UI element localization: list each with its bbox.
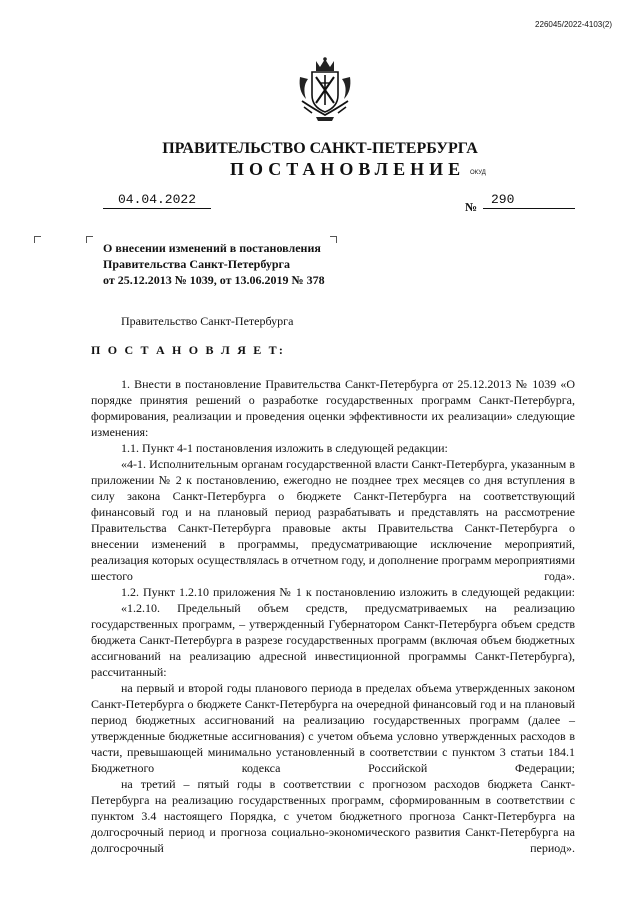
body-paragraph: 1. Внести в постановление Правительства Санкт-Петербурга от 25.12.2013 № 1039 «О порядке принятия решений о разработке государственных программ Санкт-Петербурга, формирования, реализации и проведения оценки эффективности их реализации» следующие изменения: — [91, 377, 575, 439]
subject-line: Правительства Санкт-Петербурга — [103, 257, 291, 271]
issuing-authority: Правительство Санкт-Петербурга — [121, 314, 294, 328]
okud-label: ОКУД — [470, 170, 486, 176]
document-date: 04.04.2022 — [103, 192, 211, 209]
saint-petersburg-coat-of-arms-icon — [296, 57, 354, 123]
body-paragraph: на первый и второй годы планового периода в пределах объема утвержденных законом Санкт-Петербурга о бюджете Санкт-Петербурга на очередной финансовый год и на плановый период бюджетных ассигнований на реализацию государственных программ (далее – утвержденные бюджетные ассигнования) с учетом объема условно утвержденных расходов в части, превышающей минимально установленный в соответствии с пунктом 3 статьи 184.1 Бюджетного кодекса Российской Федерации; — [91, 681, 575, 775]
corner-mark — [34, 236, 41, 243]
document-subject — [103, 240, 343, 288]
document-number: 290 — [483, 192, 575, 209]
body-paragraph: на третий – пятый годы в соответствии с прогнозом расходов бюджета Санкт-Петербурга на реализацию государственных программ, сформированным в соответствии с пунктом 3.4 настоящего Порядка, с учетом бюджетного прогноза Санкт-Петербурга на долгосрочный период и прогноза социально-экономического развития Санкт-Петербурга на долгосрочный период». — [91, 777, 575, 855]
document-id: 226045/2022-4103(2) — [535, 20, 612, 29]
document-body — [91, 376, 575, 856]
corner-mark — [86, 236, 93, 243]
body-paragraph: 1.1. Пункт 4-1 постановления изложить в следующей редакции: — [121, 441, 448, 455]
government-title: ПРАВИТЕЛЬСТВО САНКТ-ПЕТЕРБУРГА — [162, 140, 478, 157]
subject-line: О внесении изменений в постановления — [103, 241, 321, 255]
decree-heading: П О С Т А Н О В Л Я Е Т: — [91, 343, 286, 357]
number-label: № — [465, 200, 478, 214]
body-paragraph: 1.2. Пункт 1.2.10 приложения № 1 к постановлению изложить в следующей редакции: — [121, 585, 575, 599]
subject-line: от 25.12.2013 № 1039, от 13.06.2019 № 378 — [103, 273, 325, 287]
body-paragraph: «1.2.10. Предельный объем средств, предусматриваемых на реализацию государственных программ, – утвержденный Губернатором Санкт-Петербурга объем средств бюджета Санкт-Петербурга в разрезе государственных программ (включая объем бюджетных ассигнований на реализацию адресной инвестиционной программы Санкт-Петербурга), рассчитанный: — [91, 601, 575, 679]
body-paragraph: «4-1. Исполнительным органам государственной власти Санкт-Петербурга, указанным в приложении № 2 к постановлению, ежегодно не позднее трех месяцев со дня вступления в силу закона Санкт-Петербурга о бюджете Санкт-Петербурга на соответствующий финансовый год и на плановый период разрабатывать и представлять на рассмотрение Правительства Санкт-Петербурга правовые акты Правительства Санкт-Петербурга о внесении изменений в программы, предусматривающие исключение мероприятий, реализация которых осуществлялась в отчетном году, и дополнение программ мероприятиями шестого года». — [91, 457, 575, 583]
document-type: ПОСТАНОВЛЕНИЕ — [230, 159, 466, 179]
